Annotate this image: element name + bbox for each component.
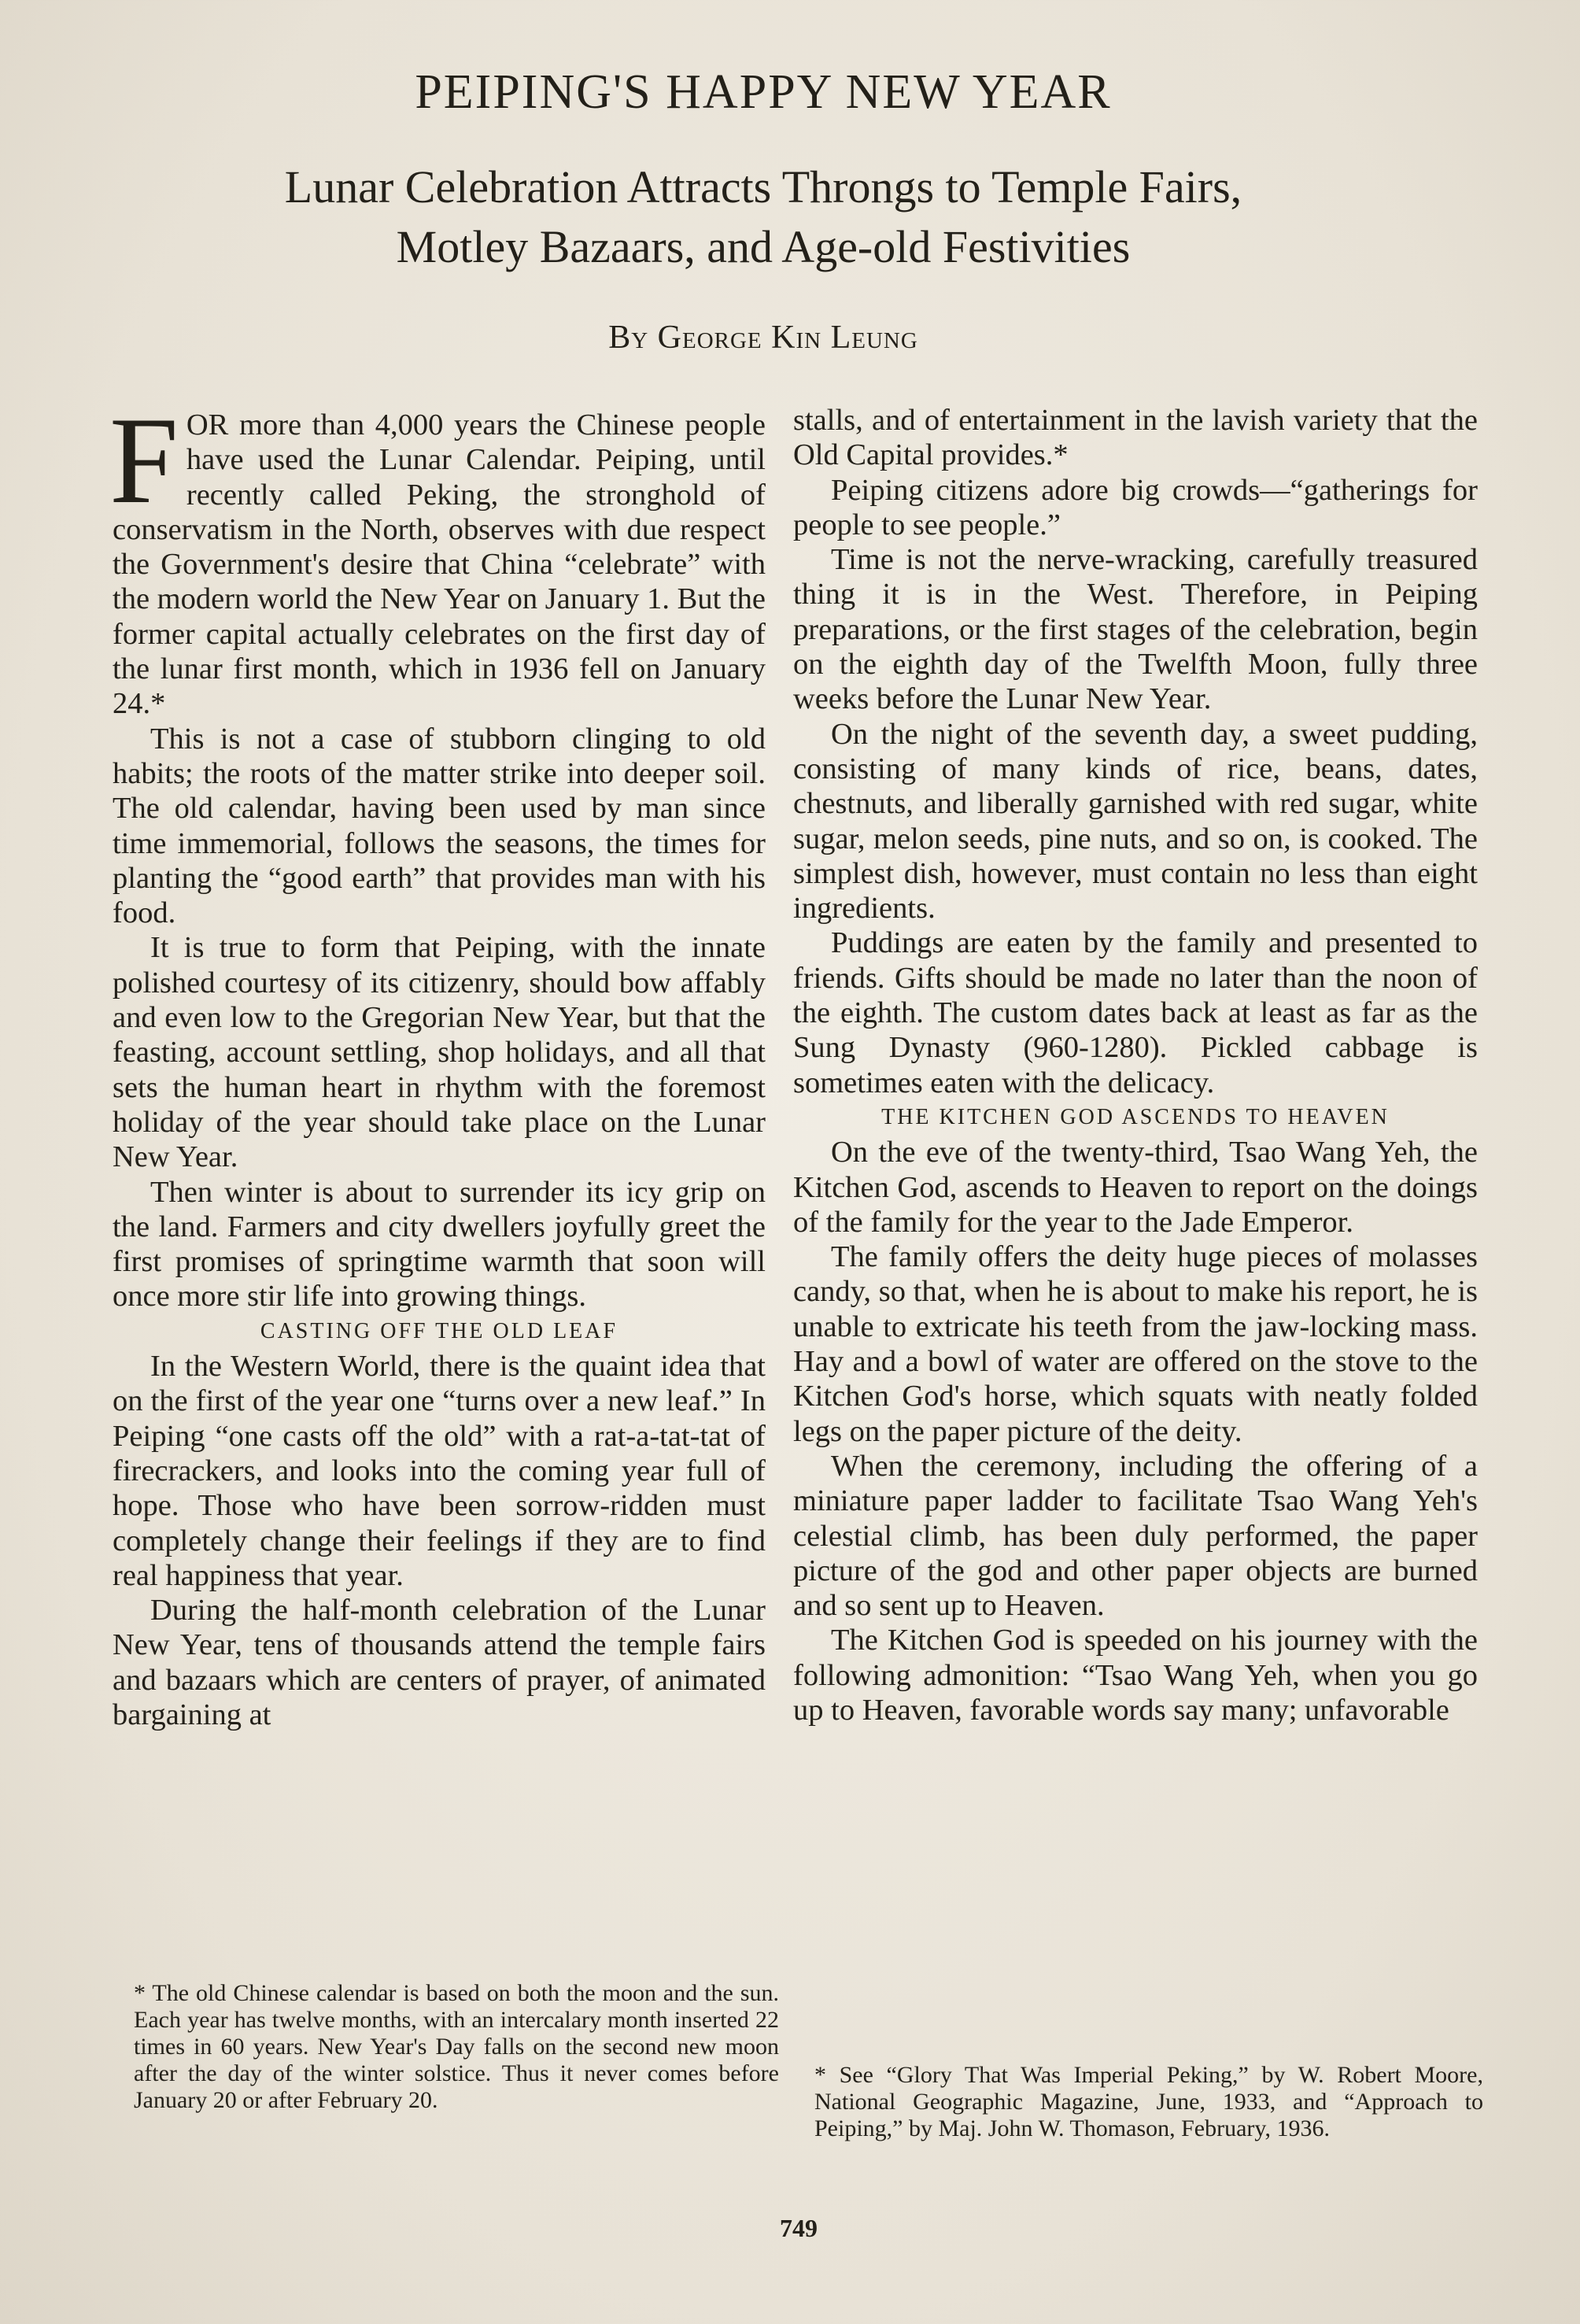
- section-heading: THE KITCHEN GOD ASCENDS TO HEAVEN: [881, 1104, 1390, 1129]
- section-heading: CASTING OFF THE OLD LEAF: [260, 1318, 618, 1343]
- paragraph: When the ceremony, including the offering of a miniature paper ladder to facilitate Tsao Wang Yeh's celestial climb, has been duly performed, the paper picture of the god and other paper objects are burned and so sent up to Heaven.: [793, 1449, 1478, 1623]
- paragraph: Then winter is about to surrender its icy grip on the land. Farmers and city dwellers joyfully greet the first promises of springtime warmth that soon will once more stir life into growing things.: [113, 1175, 766, 1313]
- paragraph: Peiping citizens adore big crowds—“gatherings for people to see people.”: [793, 473, 1478, 541]
- paragraph: [109, 392, 766, 722]
- page-number: 749: [780, 2214, 818, 2242]
- paragraph: This is not a case of stubborn clinging to old habits; the roots of the matter strike into deeper soil. The old calendar, having been used by man since time immemorial, follows the seasons, the times for planting the “good earth” that provides man with his food.: [113, 722, 766, 930]
- drop-cap: F: [109, 392, 179, 530]
- paragraph: stalls, and of entertainment in the lavish variety that the Old Capital provides.*: [793, 404, 1478, 472]
- left-column: [109, 392, 766, 1732]
- subtitle-line-2: Motley Bazaars, and Age-old Festivities: [396, 221, 1131, 272]
- footnote-left: * The old Chinese calendar is based on both the moon and the sun. Each year has twelve months, with an intercalary month inserted 22 times in 60 years. New Year's Day falls on the second new moon after the day of the winter solstice. Thus it never comes before January 20 or after February 20.: [134, 1980, 779, 2113]
- paragraph: It is true to form that Peiping, with the innate polished courtesy of its citizenry, should bow affably and even low to the Gregorian New Year, but that the feasting, account settling, shop holidays, and all that sets the human heart in rhythm with the foremost holiday of the year should take place on the Lunar New Year.: [113, 931, 766, 1174]
- article-subtitle: [94, 157, 1432, 277]
- paragraph-text: OR more than 4,000 years the Chinese people have used the Lunar Calendar. Peiping, until recently called Peking, the stronghold of conservatism in the North, observes with due respect the Government's desire that China “celebrate” with the modern world the New Year on January 1. But the former capital actually celebrates on the first day of the lunar first month, which in 1936 fell on January 24.*: [113, 408, 766, 721]
- paragraph: The Kitchen God is speeded on his journey with the following admonition: “Tsao Wang Yeh, when you go up to Heaven, favorable words say many; unfavorable: [793, 1624, 1478, 1727]
- paragraph: During the half-month celebration of the Lunar New Year, tens of thousands attend the temple fairs and bazaars which are centers of prayer, of animated bargaining at: [113, 1594, 766, 1731]
- paragraph: The family offers the deity huge pieces of molasses candy, so that, when he is about to make his report, he is unable to extricate his teeth from the jaw-locking mass. Hay and a bowl of water are offered on the stove to the Kitchen God's horse, which squats with neatly folded legs on the paper picture of the deity.: [793, 1240, 1478, 1448]
- paragraph: Puddings are eaten by the family and presented to friends. Gifts should be made no later than the noon of the eighth. The custom dates back at least as far as the Sung Dynasty (960-1280). Pickled cabbage is sometimes eaten with the delicacy.: [793, 926, 1478, 1099]
- right-column: [793, 403, 1478, 1727]
- paragraph: In the Western World, there is the quaint idea that on the first of the year one “turns over a new leaf.” In Peiping “one casts off the old” with a rat-a-tat-tat of firecrackers, and looks into the coming year full of hope. Those who have been sorrow-ridden must completely change their feelings if they are to find real happiness that year.: [113, 1350, 766, 1592]
- footnote-right: * See “Glory That Was Imperial Peking,” by W. Robert Moore, National Geographic Magazine, June, 1933, and “Approach to Peiping,” by Maj. John W. Thomason, February, 1936.: [814, 2062, 1483, 2141]
- subtitle-line-1: Lunar Celebration Attracts Throngs to Temple Fairs,: [284, 161, 1242, 212]
- paragraph: Time is not the nerve-wracking, carefully treasured thing it is in the West. Therefore, in Peiping preparations, or the first stages of the celebration, begin on the eighth day of the Twelfth Moon, fully three weeks before the Lunar New Year.: [793, 543, 1478, 716]
- byline: By George Kin Leung: [608, 320, 918, 356]
- paragraph: On the night of the seventh day, a sweet pudding, consisting of many kinds of rice, beans, dates, chestnuts, and liberally garnished with red sugar, white sugar, melon seeds, pine nuts, and so on, is cooked. The simplest dish, however, must contain no less than eight ingredients.: [793, 717, 1478, 926]
- paragraph: On the eve of the twenty-third, Tsao Wang Yeh, the Kitchen God, ascends to Heaven to report on the doings of the family for the year to the Jade Emperor.: [793, 1136, 1478, 1239]
- article-title: PEIPING'S HAPPY NEW YEAR: [415, 65, 1112, 119]
